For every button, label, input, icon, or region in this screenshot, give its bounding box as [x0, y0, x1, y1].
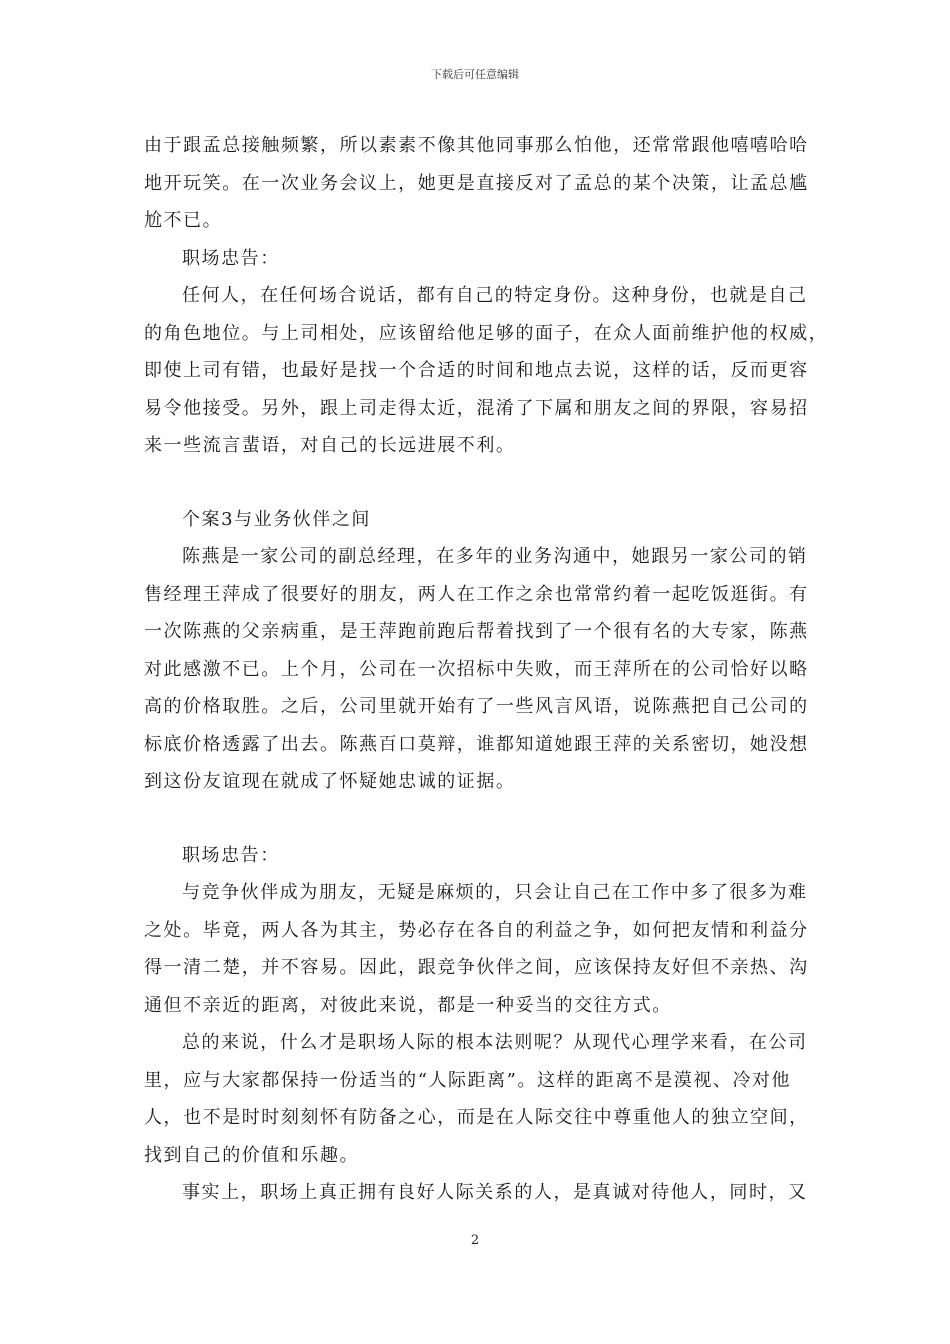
- text-line: 即使上司有错，也最好是找一个合适的时间和地点去说，这样的话，反而更容: [144, 360, 809, 381]
- text-line: 来一些流言蜚语，对自己的长远进展不利。: [144, 435, 516, 456]
- document-body: [144, 127, 829, 1212]
- paragraph-conclusion: [144, 1174, 808, 1212]
- text-line: 售经理王萍成了很要好的朋友，两人在工作之余也常常约着一起吃饭逛街。有: [144, 583, 809, 605]
- text-line: 之处。毕竟，两人各为其主，势必存在各自的利益之争，如何把友情和利益分: [144, 919, 809, 941]
- paragraph-summary: [144, 1024, 808, 1174]
- heading-case-3: [144, 501, 808, 539]
- text-line: 里，应与大家都保持一份适当的“人际距离”。这样的距离不是漠视、冷对他: [144, 1069, 792, 1091]
- text-line: 对此感激不已。上个月，公司在一次招标中失败，而王萍所在的公司恰好以略: [144, 658, 809, 680]
- text-line: 标底价格透露了出去。陈燕百口莫辩，谁都知道她跟王萍的关系密切，她没想: [144, 733, 809, 755]
- page-header: 下载后可任意编辑: [431, 68, 519, 81]
- text-line: 通但不亲近的距离，对彼此来说，都是一种妥当的交往方式。: [144, 994, 672, 1016]
- paragraph-advice-1: [144, 277, 829, 465]
- text-line: 易令他接受。另外，跟上司走得太近，混淆了下属和朋友之间的界限，容易招: [144, 397, 809, 419]
- text-line: 一次陈燕的父亲病重，是王萍跑前跑后帮着找到了一个很有名的大专家，陈燕: [144, 621, 809, 642]
- paragraph-susu-story: [144, 127, 808, 240]
- text-line: 任何人，在任何场合说话，都有自己的特定身份。这种身份，也就是自己: [182, 285, 808, 306]
- text-line: 总的来说，什么才是职场人际的根本法则呢？从现代心理学来看，在公司: [182, 1032, 808, 1053]
- text-line: 个案3与业务伙伴之间: [182, 508, 371, 530]
- heading-workplace-advice-1: [144, 240, 808, 278]
- heading-workplace-advice-2: [144, 837, 808, 875]
- text-line: 地开玩笑。在一次业务会议上，她更是直接反对了孟总的某个决策，让孟总尴: [144, 172, 809, 194]
- text-line: 人，也不是时时刻刻怀有防备之心，而是在人际交往中尊重他人的独立空间，: [144, 1107, 809, 1128]
- text-line: 陈燕是一家公司的副总经理，在多年的业务沟通中，她跟另一家公司的销: [182, 546, 808, 567]
- text-line: 得一清二楚，并不容易。因此，跟竞争伙伴之间，应该保持友好但不亲热、沟: [144, 957, 809, 978]
- text-line: 高的价格取胜。之后，公司里就开始有了一些风言风语，说陈燕把自己公司的: [144, 696, 809, 717]
- paragraph-chenyan-story: [144, 538, 808, 801]
- text-line: 职场忠告：: [182, 247, 280, 269]
- text-line: 尬不已。: [144, 210, 223, 231]
- text-line: 事实上，职场上真正拥有良好人际关系的人，是真诚对待他人，同时，又: [182, 1182, 808, 1203]
- paragraph-advice-2: [144, 874, 808, 1024]
- text-line: 找到自己的价值和乐趣。: [144, 1144, 360, 1166]
- text-line: 由于跟孟总接触频繁，所以素素不像其他同事那么怕他，还常常跟他嘻嘻哈哈: [144, 135, 809, 156]
- text-line: 的角色地位。与上司相处，应该留给他足够的面子，在众人面前维护他的权威，: [144, 322, 829, 344]
- text-line: 与竞争伙伴成为朋友，无疑是麻烦的，只会让自己在工作中多了很多为难: [182, 882, 808, 903]
- page-number: 2: [470, 1233, 480, 1248]
- text-line: 到这份友谊现在就成了怀疑她忠诚的证据。: [144, 771, 516, 792]
- text-line: 职场忠告：: [182, 844, 280, 866]
